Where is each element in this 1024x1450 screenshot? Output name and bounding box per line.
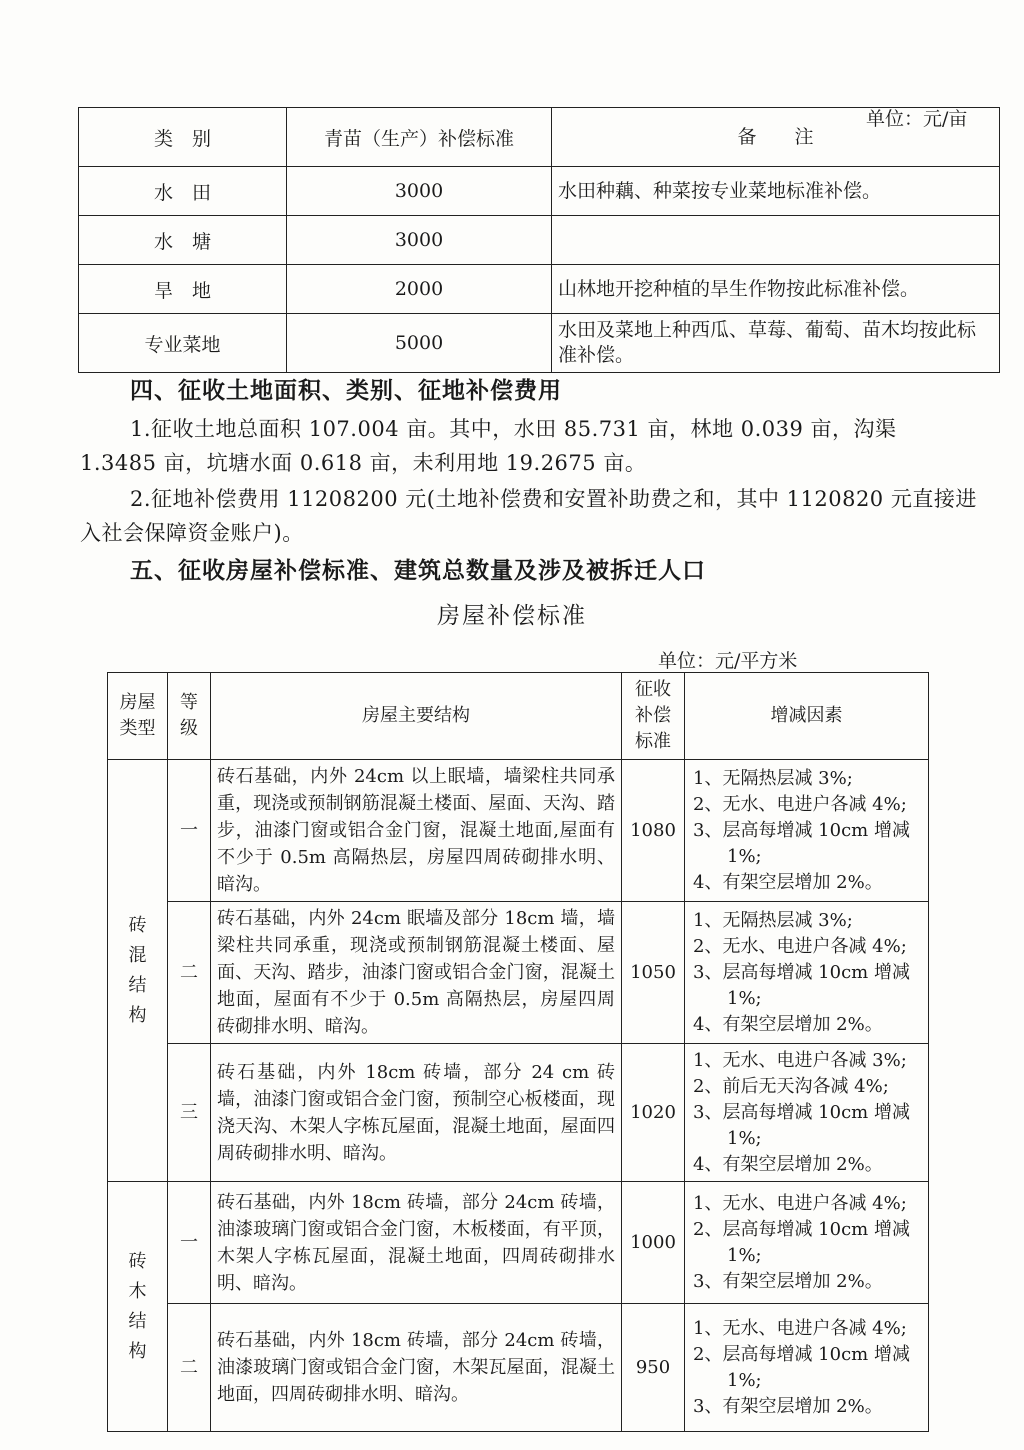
crop-table-unit: 单位：元/亩	[866, 108, 968, 130]
cell-standard: 1050	[622, 902, 685, 1044]
cell-note: 水田及菜地上种西瓜、草莓、葡萄、苗木均按此标准补偿。	[552, 314, 1000, 373]
table-header-row	[108, 673, 929, 760]
section-4-para-1: 1.征收土地总面积 107.004 亩。其中，水田 85.731 亩，林地 0.039 亩，沟渠 1.3485 亩，坑塘水面 0.618 亩，未利用地 19.2675 亩。	[80, 417, 897, 475]
house-table-unit: 单位：元/平方米	[658, 650, 798, 672]
cell-structure: 砖石基础，内外 24cm 眠墙及部分 18cm 墙，墙梁柱共同承重，现浇或预制钢筋混凝土楼面、屋面、天沟、踏步，油漆门窗或铝合金门窗，混凝土地面，屋面有不少于 0.5m 高隔热层，房屋四周砖砌排水明、暗沟。	[211, 902, 622, 1044]
cell-category: 水 田	[79, 167, 287, 216]
section-4-heading: 四、征收土地面积、类别、征地补偿费用	[130, 377, 562, 404]
cell-grade: 三	[168, 1044, 211, 1182]
cell-standard: 5000	[287, 314, 552, 373]
cell-adjust: 1、无水、电进户各减 4%; 2、层高每增减 10cm 增减 1%; 3、有架空层增加 2%。	[685, 1182, 929, 1304]
table-row	[79, 314, 1000, 373]
cell-standard: 1000	[622, 1182, 685, 1304]
table-row	[108, 1182, 929, 1304]
table-row	[79, 265, 1000, 314]
table-header-row	[79, 108, 1000, 167]
table-row	[108, 1044, 929, 1182]
cell-category: 旱 地	[79, 265, 287, 314]
header-category: 类 别	[79, 108, 287, 167]
table-row	[108, 1304, 929, 1432]
header-standard: 征收补偿标准	[622, 673, 685, 760]
cell-adjust: 1、无隔热层减 3%; 2、无水、电进户各减 4%; 3、层高每增减 10cm 增减 1%; 4、有架空层增加 2%。	[685, 760, 929, 902]
cell-structure: 砖石基础，内外 24cm 以上眠墙，墙梁柱共同承重，现浇或预制钢筋混凝土楼面、屋面、天沟、踏步，油漆门窗或铝合金门窗，混凝土地面,屋面有不少于 0.5m 高隔热层，房屋四周砖砌排水明、暗沟。	[211, 760, 622, 902]
cell-grade: 一	[168, 760, 211, 902]
cell-standard: 1080	[622, 760, 685, 902]
header-structure: 房屋主要结构	[211, 673, 622, 760]
table-row	[79, 216, 1000, 265]
cell-adjust: 1、无水、电进户各减 3%; 2、前后无天沟各减 4%; 3、层高每增减 10cm 增减 1%; 4、有架空层增加 2%。	[685, 1044, 929, 1182]
cell-standard: 2000	[287, 265, 552, 314]
header-standard: 青苗（生产）补偿标准	[287, 108, 552, 167]
table-row	[79, 167, 1000, 216]
table-row	[108, 760, 929, 902]
house-compensation-table	[107, 672, 929, 1432]
cell-category: 专业菜地	[79, 314, 287, 373]
cell-house-type: 砖木结构	[108, 1182, 168, 1432]
cell-adjust: 1、无水、电进户各减 4%; 2、层高每增减 10cm 增减 1%; 3、有架空层增加 2%。	[685, 1304, 929, 1432]
section-4-para-2: 2.征地补偿费用 11208200 元(土地补偿费和安置补助费之和，其中 1120820 元直接进入社会保障资金账户)。	[80, 487, 977, 545]
cell-standard: 1020	[622, 1044, 685, 1182]
cell-structure: 砖石基础，内外 18cm 砖墙，部分 24cm 砖墙，油漆玻璃门窗或铝合金门窗，木架瓦屋面，混凝土地面，四周砖砌排水明、暗沟。	[211, 1304, 622, 1432]
cell-note: 山林地开挖种植的旱生作物按此标准补偿。	[552, 265, 1000, 314]
cell-structure: 砖石基础，内外 18cm 砖墙，部分 24 cm 砖墙，油漆门窗或铝合金门窗，预制空心板楼面，现浇天沟、木架人字栋瓦屋面，混凝土地面，屋面四周砖砌排水明、暗沟。	[211, 1044, 622, 1182]
section-5-heading: 五、征收房屋补偿标准、建筑总数量及涉及被拆迁人口	[130, 557, 706, 584]
header-adjust: 增减因素	[685, 673, 929, 760]
header-grade: 等级	[168, 673, 211, 760]
cell-standard: 3000	[287, 216, 552, 265]
cell-grade: 二	[168, 902, 211, 1044]
cell-adjust: 1、无隔热层减 3%; 2、无水、电进户各减 4%; 3、层高每增减 10cm 增减 1%; 4、有架空层增加 2%。	[685, 902, 929, 1044]
crop-compensation-table	[78, 107, 1000, 373]
house-table-title: 房屋补偿标准	[437, 603, 587, 629]
cell-note: 水田种藕、种菜按专业菜地标准补偿。	[552, 167, 1000, 216]
cell-note	[552, 216, 1000, 265]
cell-standard: 950	[622, 1304, 685, 1432]
cell-grade: 二	[168, 1304, 211, 1432]
cell-category: 水 塘	[79, 216, 287, 265]
header-house-type: 房屋类型	[108, 673, 168, 760]
cell-grade: 一	[168, 1182, 211, 1304]
cell-standard: 3000	[287, 167, 552, 216]
header-note: 备 注	[552, 108, 1000, 167]
cell-house-type: 砖混结构	[108, 760, 168, 1182]
cell-structure: 砖石基础，内外 18cm 砖墙，部分 24cm 砖墙，油漆玻璃门窗或铝合金门窗，木板楼面，有平顶，木架人字栋瓦屋面，混凝土地面，四周砖砌排水明、暗沟。	[211, 1182, 622, 1304]
table-row	[108, 902, 929, 1044]
